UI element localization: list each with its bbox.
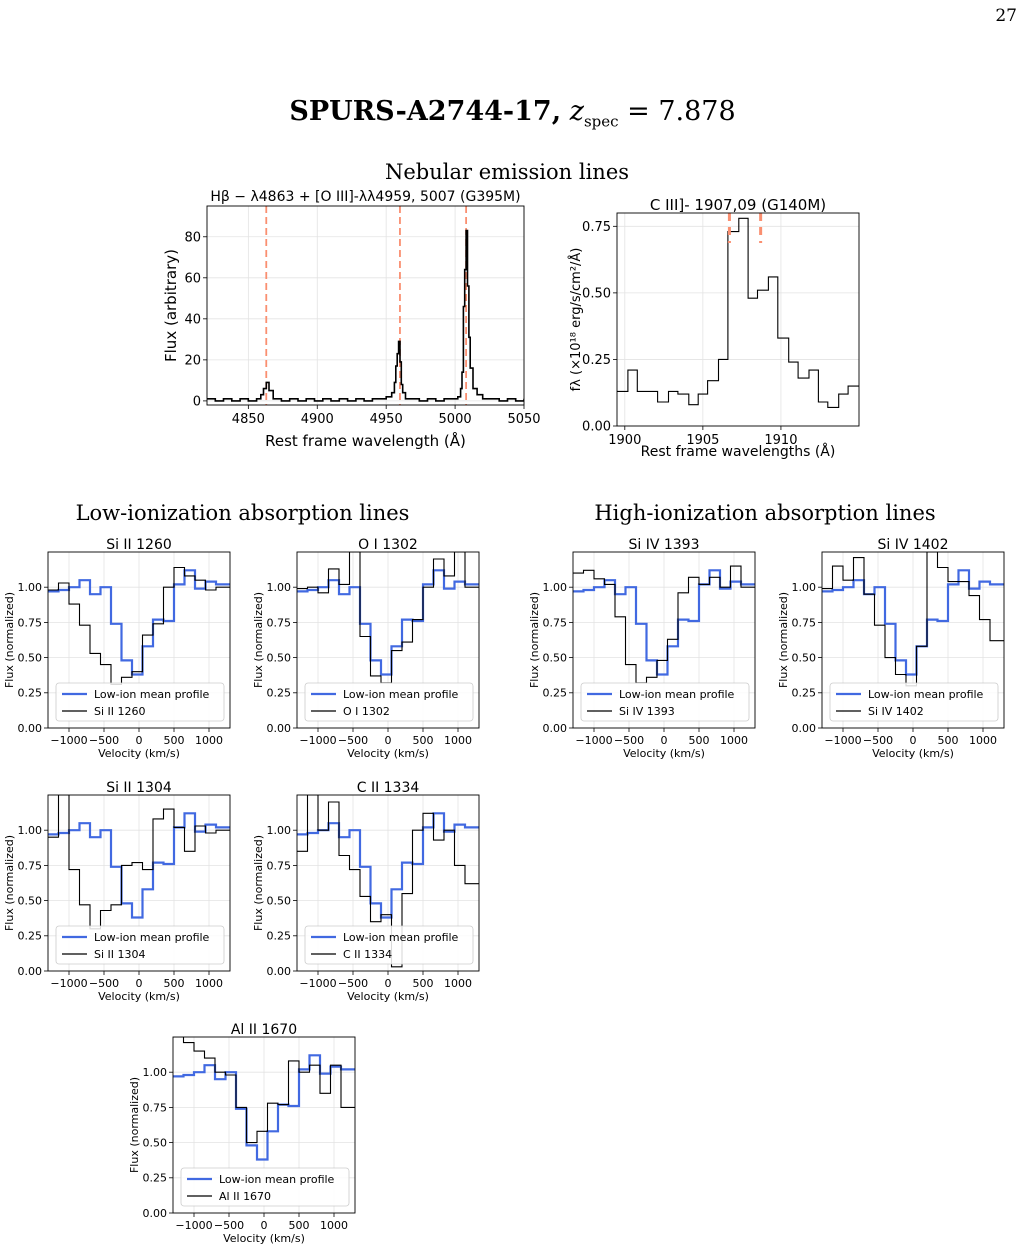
panel-c2-1334 xyxy=(252,780,479,1003)
o1-1302-ytick-label: 0.50 xyxy=(266,651,291,665)
o1-1302-ytick-label: 0.25 xyxy=(266,686,291,700)
si2-1304-ytick-label: 0.75 xyxy=(17,859,42,873)
si4-1393-ytick-label: 1.00 xyxy=(542,581,567,595)
hbeta-ytick-label: 80 xyxy=(184,230,201,246)
legend-label-line-si2-1260: Si II 1260 xyxy=(94,705,146,718)
legend-label-line-o1-1302: O I 1302 xyxy=(343,705,390,718)
al2-1670-ytick-label: 0.50 xyxy=(142,1136,167,1150)
o1-1302-xtick-label: −1000 xyxy=(299,734,337,747)
x-axis-label-ciii: Rest frame wavelengths (Å) xyxy=(640,444,836,460)
ciii-xtick-label: 1900 xyxy=(608,433,642,448)
si4-1393-ytick-label: 0.50 xyxy=(542,651,567,665)
ciii-ytick-label: 0.00 xyxy=(582,419,611,435)
c2-1334-ytick-label: 0.75 xyxy=(266,859,291,873)
c2-1334-ytick-label: 0.50 xyxy=(266,894,291,908)
si2-1260-ytick-label: 0.25 xyxy=(17,686,42,700)
y-axis-label-al2-1670: Flux (normalized) xyxy=(128,1076,141,1174)
x-axis-label-o1-1302: Velocity (km/s) xyxy=(347,747,429,760)
si4-1393-ytick-label: 0.75 xyxy=(542,616,567,630)
si4-1393-xtick-label: 1000 xyxy=(720,734,748,747)
hbeta-xtick-label: 4950 xyxy=(369,412,403,427)
panel-al2-1670 xyxy=(128,1022,355,1245)
hbeta-ytick-label: 40 xyxy=(184,312,201,328)
hbeta-xtick-label: 5000 xyxy=(438,412,472,427)
legend-label-mean-si2-1304: Low-ion mean profile xyxy=(94,931,210,944)
x-axis-label-si2-1260: Velocity (km/s) xyxy=(98,747,180,760)
redshift-subscript: spec xyxy=(583,112,619,131)
spectrum-hbeta-oiii xyxy=(207,231,524,401)
chart-title-hbeta: Hβ − λ4863 + [O III]-λλ4959, 5007 (G395M) xyxy=(210,189,521,205)
y-axis-label-o1-1302: Flux (normalized) xyxy=(252,591,265,689)
si4-1402-xtick-label: −1000 xyxy=(824,734,862,747)
al2-1670-ytick-label: 0.75 xyxy=(142,1101,167,1115)
si4-1402-ytick-label: 0.75 xyxy=(791,616,816,630)
legend-label-mean-o1-1302: Low-ion mean profile xyxy=(343,688,459,701)
si4-1393-xtick-label: 500 xyxy=(688,734,710,747)
x-axis-label-si4-1393: Velocity (km/s) xyxy=(623,747,705,760)
hbeta-ytick-label: 60 xyxy=(184,271,201,287)
x-axis-label-si2-1304: Velocity (km/s) xyxy=(98,990,180,1003)
si4-1402-ytick-label: 0.25 xyxy=(791,686,816,700)
chart-hbeta-oiii xyxy=(162,189,541,450)
hbeta-xtick-label: 4900 xyxy=(300,412,334,427)
y-axis-label-si2-1260: Flux (normalized) xyxy=(3,591,16,689)
y-axis-label-si4-1393: Flux (normalized) xyxy=(528,591,541,689)
panel-si2-1260 xyxy=(3,537,230,760)
si2-1260-xtick-label: 500 xyxy=(163,734,185,747)
chart-title-ciii: C III]- 1907,09 (G140M) xyxy=(649,196,827,214)
o1-1302-ytick-label: 1.00 xyxy=(266,581,291,595)
si2-1260-xtick-label: −500 xyxy=(88,734,120,747)
si2-1304-xtick-label: −1000 xyxy=(50,977,88,990)
o1-1302-xtick-label: 500 xyxy=(412,734,434,747)
hbeta-xtick-label: 4850 xyxy=(231,412,265,427)
al2-1670-xtick-label: −500 xyxy=(213,1219,245,1232)
x-axis-label-hbeta: Rest frame wavelength (Å) xyxy=(265,432,466,450)
panel-title-si4-1402: Si IV 1402 xyxy=(877,537,949,553)
si2-1304-ytick-label: 0.50 xyxy=(17,894,42,908)
ciii-xtick-label: 1910 xyxy=(764,433,798,448)
x-axis-label-al2-1670: Velocity (km/s) xyxy=(223,1232,305,1245)
al2-1670-xtick-label: 500 xyxy=(288,1219,310,1232)
legend-label-mean-c2-1334: Low-ion mean profile xyxy=(343,931,459,944)
si4-1393-ytick-label: 0.00 xyxy=(542,721,567,735)
c2-1334-xtick-label: −1000 xyxy=(299,977,337,990)
si2-1304-ytick-label: 0.00 xyxy=(17,964,42,978)
al2-1670-xtick-label: −1000 xyxy=(175,1219,213,1232)
hbeta-xtick-label: 5050 xyxy=(507,412,541,427)
legend-label-mean-si4-1402: Low-ion mean profile xyxy=(868,688,984,701)
si2-1260-ytick-label: 0.75 xyxy=(17,616,42,630)
si2-1260-ytick-label: 1.00 xyxy=(17,581,42,595)
x-axis-label-si4-1402: Velocity (km/s) xyxy=(872,747,954,760)
object-name: SPURS-A2744-17, xyxy=(289,96,562,127)
panel-si4-1402 xyxy=(777,537,1004,760)
panel-title-si4-1393: Si IV 1393 xyxy=(628,537,700,553)
si2-1260-xtick-label: −1000 xyxy=(50,734,88,747)
legend-label-line-si4-1393: Si IV 1393 xyxy=(619,705,675,718)
frame-ciii xyxy=(617,213,859,426)
spectrum-ciii xyxy=(617,218,859,407)
ciii-ytick-label: 0.25 xyxy=(582,352,611,368)
legend-label-line-si4-1402: Si IV 1402 xyxy=(868,705,924,718)
x-axis-label-c2-1334: Velocity (km/s) xyxy=(347,990,429,1003)
panel-si2-1304 xyxy=(3,780,230,1003)
section-low-ion-title: Low-ionization absorption lines xyxy=(75,501,410,525)
hbeta-ytick-label: 20 xyxy=(184,353,201,369)
panel-title-o1-1302: O I 1302 xyxy=(358,537,418,553)
si2-1304-xtick-label: 0 xyxy=(135,977,143,990)
panel-title-al2-1670: Al II 1670 xyxy=(230,1022,298,1038)
legend-label-mean-si4-1393: Low-ion mean profile xyxy=(619,688,735,701)
al2-1670-xtick-label: 1000 xyxy=(320,1219,348,1232)
c2-1334-xtick-label: 500 xyxy=(412,977,434,990)
legend-label-line-si2-1304: Si II 1304 xyxy=(94,948,146,961)
si2-1304-ytick-label: 0.25 xyxy=(17,929,42,943)
section-nebular-title: Nebular emission lines xyxy=(384,160,630,184)
al2-1670-ytick-label: 0.25 xyxy=(142,1171,167,1185)
hbeta-ytick-label: 0 xyxy=(192,394,201,410)
al2-1670-ytick-label: 0.00 xyxy=(142,1206,167,1220)
chart-ciii xyxy=(568,196,859,460)
si2-1304-ytick-label: 1.00 xyxy=(17,824,42,838)
legend-label-mean-si2-1260: Low-ion mean profile xyxy=(94,688,210,701)
o1-1302-ytick-label: 0.75 xyxy=(266,616,291,630)
si4-1402-ytick-label: 0.50 xyxy=(791,651,816,665)
si2-1304-xtick-label: 500 xyxy=(163,977,185,990)
ciii-ytick-label: 0.75 xyxy=(582,219,611,235)
panel-o1-1302 xyxy=(252,537,479,760)
frame-hbeta xyxy=(207,206,524,405)
si4-1402-ytick-label: 0.00 xyxy=(791,721,816,735)
y-axis-label-hbeta: Flux (arbitrary) xyxy=(162,249,180,362)
o1-1302-xtick-label: 1000 xyxy=(444,734,472,747)
y-axis-label-si2-1304: Flux (normalized) xyxy=(3,834,16,932)
si2-1260-xtick-label: 0 xyxy=(135,734,143,747)
panel-title-si2-1260: Si II 1260 xyxy=(106,537,172,553)
c2-1334-xtick-label: 1000 xyxy=(444,977,472,990)
c2-1334-xtick-label: −500 xyxy=(337,977,369,990)
al2-1670-xtick-label: 0 xyxy=(260,1219,268,1232)
c2-1334-ytick-label: 0.00 xyxy=(266,964,291,978)
c2-1334-xtick-label: 0 xyxy=(384,977,392,990)
c2-1334-ytick-label: 1.00 xyxy=(266,824,291,838)
si4-1402-xtick-label: −500 xyxy=(862,734,894,747)
legend-label-mean-al2-1670: Low-ion mean profile xyxy=(219,1173,335,1186)
panel-si4-1393 xyxy=(528,537,755,760)
o1-1302-ytick-label: 0.00 xyxy=(266,721,291,735)
si4-1393-xtick-label: −1000 xyxy=(575,734,613,747)
si4-1402-ytick-label: 1.00 xyxy=(791,581,816,595)
legend-label-line-c2-1334: C II 1334 xyxy=(343,948,393,961)
ciii-ytick-label: 0.50 xyxy=(582,286,611,302)
si2-1260-ytick-label: 0.50 xyxy=(17,651,42,665)
al2-1670-ytick-label: 1.00 xyxy=(142,1066,167,1080)
si4-1393-xtick-label: 0 xyxy=(660,734,668,747)
si4-1402-xtick-label: 0 xyxy=(909,734,917,747)
o1-1302-xtick-label: 0 xyxy=(384,734,392,747)
y-axis-label-c2-1334: Flux (normalized) xyxy=(252,834,265,932)
legend-label-line-al2-1670: Al II 1670 xyxy=(219,1190,272,1203)
section-high-ion-title: High-ionization absorption lines xyxy=(594,501,936,525)
y-axis-label-si4-1402: Flux (normalized) xyxy=(777,591,790,689)
o1-1302-xtick-label: −500 xyxy=(337,734,369,747)
ciii-xtick-label: 1905 xyxy=(686,433,720,448)
si4-1402-xtick-label: 500 xyxy=(937,734,959,747)
y-axis-label-ciii: fλ (×10¹⁸ erg/s/cm²/Å) xyxy=(569,247,584,392)
si2-1260-ytick-label: 0.00 xyxy=(17,721,42,735)
si4-1402-xtick-label: 1000 xyxy=(969,734,997,747)
si4-1393-xtick-label: −500 xyxy=(613,734,645,747)
redshift-value: = 7.878 xyxy=(627,96,736,127)
si4-1393-ytick-label: 0.25 xyxy=(542,686,567,700)
si2-1304-xtick-label: −500 xyxy=(88,977,120,990)
page-number: 27 xyxy=(995,6,1017,26)
panel-title-si2-1304: Si II 1304 xyxy=(106,780,172,796)
si2-1304-xtick-label: 1000 xyxy=(195,977,223,990)
si2-1260-xtick-label: 1000 xyxy=(195,734,223,747)
c2-1334-ytick-label: 0.25 xyxy=(266,929,291,943)
panel-title-c2-1334: C II 1334 xyxy=(356,780,420,796)
redshift-symbol: z xyxy=(569,96,584,127)
